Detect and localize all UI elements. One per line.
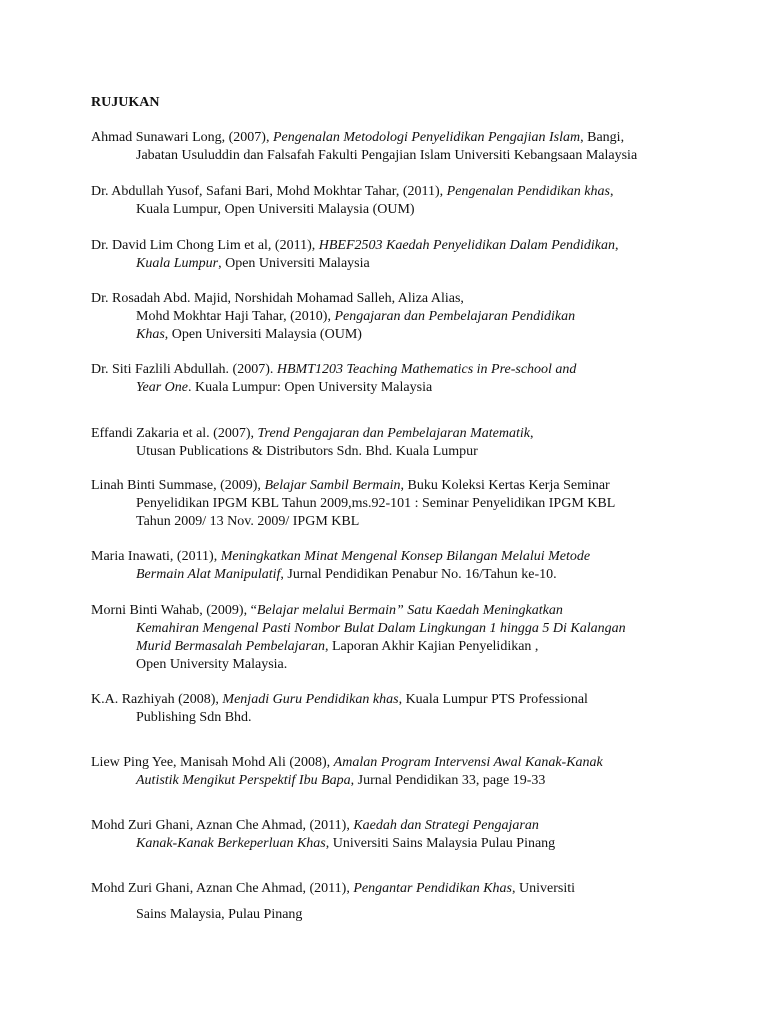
- reference-entry: [91, 425, 533, 461]
- reference-title-italic: Murid Bermasalah Pembelajaran: [136, 639, 325, 654]
- reference-title-italic: Belajar Sambil Bermain: [264, 478, 401, 493]
- reference-text: Mohd Zuri Ghani, Aznan Che Ahmad, (2011),: [91, 818, 354, 833]
- reference-title-italic: HBMT1203 Teaching Mathematics in Pre-school and: [276, 362, 577, 377]
- reference-continuation-line: [91, 566, 590, 584]
- reference-first-line: [91, 880, 575, 898]
- reference-first-line: [91, 183, 613, 201]
- reference-text: , Jurnal Pendidikan Penabur No. 16/Tahun ke-10.: [280, 567, 557, 582]
- reference-first-line: [91, 602, 626, 620]
- reference-continuation-line: [91, 326, 575, 344]
- reference-title-italic: Kuala Lumpur: [136, 256, 219, 271]
- reference-title-italic: Pengantar Pendidikan Khas: [353, 881, 512, 896]
- reference-first-line: [91, 237, 619, 255]
- reference-continuation-line: [91, 772, 603, 790]
- reference-entry: [91, 129, 637, 165]
- reference-entry: [91, 754, 603, 790]
- reference-text: Ahmad Sunawari Long, (2007),: [91, 130, 273, 145]
- reference-text: Mohd Zuri Ghani, Aznan Che Ahmad, (2011),: [91, 881, 354, 896]
- reference-continuation-line: [91, 379, 576, 397]
- reference-title-italic: Autistik Mengikut Perspektif Ibu Bapa: [136, 773, 351, 788]
- reference-first-line: [91, 129, 637, 147]
- reference-text: Mohd Mokhtar Haji Tahar, (2010),: [136, 309, 335, 324]
- reference-text: Dr. David Lim Chong Lim et al, (2011),: [91, 238, 319, 253]
- reference-entry: [91, 548, 590, 584]
- reference-text: Sains Malaysia, Pulau Pinang: [136, 907, 303, 922]
- reference-first-line: [91, 361, 576, 379]
- reference-title-italic: Year One: [136, 380, 188, 395]
- reference-continuation-line: [91, 638, 626, 656]
- reference-title-italic: Amalan Program Intervensi Awal Kanak-Kanak: [333, 755, 603, 770]
- reference-text: Liew Ping Yee, Manisah Mohd Ali (2008),: [91, 755, 334, 770]
- reference-text: Publishing Sdn Bhd.: [136, 710, 252, 725]
- reference-continuation-line: [91, 513, 615, 531]
- reference-title-italic: Kaedah dan Strategi Pengajaran: [353, 818, 539, 833]
- reference-title-italic: Menjadi Guru Pendidikan khas: [222, 692, 399, 707]
- reference-text: Jabatan Usuluddin dan Falsafah Fakulti Pengajian Islam Universiti Kebangsaan Malaysia: [136, 148, 638, 163]
- reference-text: ,: [609, 184, 614, 199]
- reference-continuation-line: [91, 709, 588, 727]
- reference-text: Dr. Siti Fazlili Abdullah. (2007).: [91, 362, 277, 377]
- reference-title-italic: Pengajaran dan Pembelajaran Pendidikan: [334, 309, 576, 324]
- reference-continuation-line: [91, 201, 613, 219]
- reference-text: Tahun 2009/ 13 Nov. 2009/ IPGM KBL: [136, 514, 360, 529]
- reference-text: Dr. Rosadah Abd. Majid, Norshidah Mohamad Salleh, Aliza Alias,: [91, 291, 464, 306]
- reference-entry: [91, 290, 575, 344]
- reference-text: , Buku Koleksi Kertas Kerja Seminar: [400, 478, 610, 493]
- reference-first-line: [91, 477, 615, 495]
- reference-continuation-line: [91, 495, 615, 513]
- reference-entry: [91, 477, 615, 531]
- reference-entry: [91, 817, 555, 853]
- reference-entry: [91, 602, 626, 674]
- reference-text: Effandi Zakaria et al. (2007),: [91, 426, 258, 441]
- reference-first-line: [91, 425, 533, 443]
- reference-title-italic: Pengenalan Pendidikan khas: [446, 184, 610, 199]
- reference-text: . Kuala Lumpur: Open University Malaysia: [188, 380, 433, 395]
- reference-text: ,: [529, 426, 534, 441]
- reference-continuation-line: [91, 656, 626, 674]
- reference-entry: [91, 183, 613, 219]
- reference-continuation-line: [91, 147, 637, 165]
- reference-title-italic: Trend Pengajaran dan Pembelajaran Matematik: [257, 426, 530, 441]
- reference-text: , Universiti: [512, 881, 575, 896]
- reference-entry: [91, 880, 575, 924]
- reference-title-italic: Belajar melalui Bermain” Satu Kaedah Meningkatkan: [256, 603, 563, 618]
- reference-text: , Laporan Akhir Kajian Penyelidikan ,: [324, 639, 539, 654]
- reference-first-line: [91, 691, 588, 709]
- reference-text: Morni Binti Wahab, (2009), “: [91, 603, 257, 618]
- reference-title-italic: Kanak-Kanak Berkeperluan Khas: [136, 836, 326, 851]
- reference-entry: [91, 361, 576, 397]
- reference-text: Linah Binti Summase, (2009),: [91, 478, 265, 493]
- reference-text: , Open Universiti Malaysia: [218, 256, 370, 271]
- reference-text: , Kuala Lumpur PTS Professional: [398, 692, 588, 707]
- reference-text: Open University Malaysia.: [136, 657, 288, 672]
- reference-entry: [91, 237, 619, 273]
- reference-continuation-line: [91, 443, 533, 461]
- reference-continuation-line: [91, 620, 626, 638]
- reference-title-italic: HBEF2503 Kaedah Penyelidikan Dalam Pendidikan: [318, 238, 615, 253]
- reference-continuation-line: [91, 906, 575, 924]
- reference-text: , Open Universiti Malaysia (OUM): [164, 327, 362, 342]
- reference-text: Maria Inawati, (2011),: [91, 549, 221, 564]
- reference-title-italic: Bermain Alat Manipulatif: [136, 567, 281, 582]
- reference-continuation-line: [91, 835, 555, 853]
- reference-continuation-line: [91, 308, 575, 326]
- reference-first-line: [91, 290, 575, 308]
- reference-text: , Universiti Sains Malaysia Pulau Pinang: [325, 836, 556, 851]
- reference-text: Kuala Lumpur, Open Universiti Malaysia (OUM): [136, 202, 415, 217]
- reference-title-italic: Meningkatkan Minat Mengenal Konsep Bilangan Melalui Metode: [220, 549, 591, 564]
- references-heading: RUJUKAN: [91, 95, 160, 110]
- reference-title-italic: Pengenalan Metodologi Penyelidikan Pengajian Islam: [272, 130, 581, 145]
- reference-text: , Bangi,: [580, 130, 625, 145]
- reference-first-line: [91, 817, 555, 835]
- reference-text: ,: [615, 238, 619, 253]
- reference-text: , Jurnal Pendidikan 33, page 19-33: [350, 773, 546, 788]
- reference-text: Utusan Publications & Distributors Sdn. Bhd. Kuala Lumpur: [136, 444, 478, 459]
- reference-text: Dr. Abdullah Yusof, Safani Bari, Mohd Mokhtar Tahar, (2011),: [91, 184, 447, 199]
- reference-text: Penyelidikan IPGM KBL Tahun 2009,ms.92-101 : Seminar Penyelidikan IPGM KBL: [136, 496, 616, 511]
- reference-first-line: [91, 754, 603, 772]
- reference-text: K.A. Razhiyah (2008),: [91, 692, 223, 707]
- reference-entry: [91, 691, 588, 727]
- reference-title-italic: Kemahiran Mengenal Pasti Nombor Bulat Dalam Lingkungan 1 hingga 5 Di Kalangan: [136, 621, 626, 636]
- reference-continuation-line: [91, 255, 619, 273]
- reference-title-italic: Khas: [136, 327, 165, 342]
- reference-first-line: [91, 548, 590, 566]
